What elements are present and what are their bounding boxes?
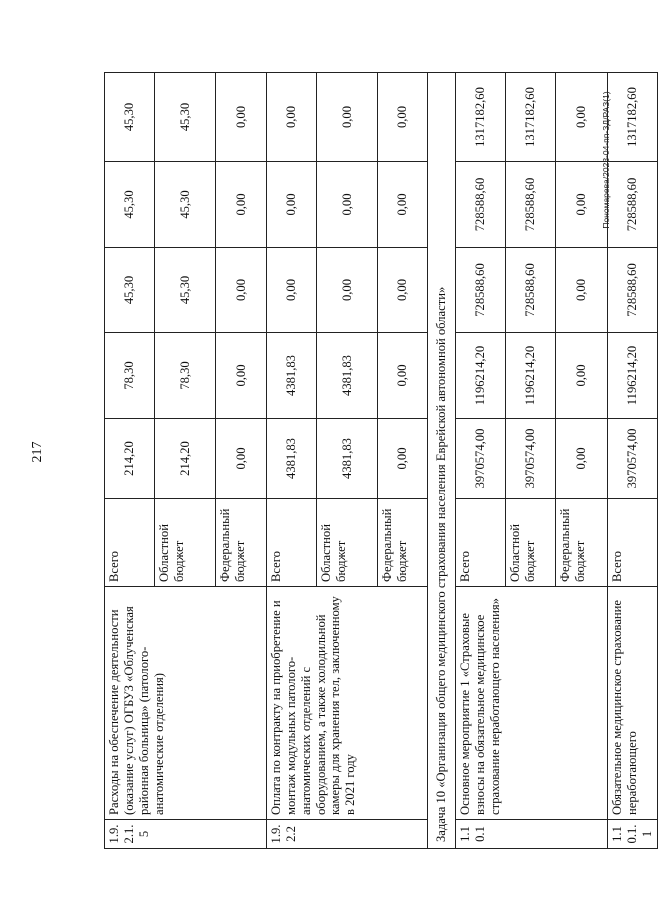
value-cell: 728588,60	[608, 248, 658, 333]
value-cell: 78,30	[155, 333, 216, 419]
value-cell: 728588,60	[608, 162, 658, 248]
value-cell: 45,30	[155, 162, 216, 248]
value-cell: 0,00	[216, 419, 267, 499]
category-cell: Областной бюджет	[506, 499, 556, 587]
value-cell: 728588,60	[456, 162, 506, 248]
value-cell: 0,00	[556, 73, 608, 162]
category-cell: Всего	[105, 499, 155, 587]
value-cell: 0,00	[216, 73, 267, 162]
value-cell: 3970574,00	[456, 419, 506, 499]
table-row	[428, 73, 456, 849]
value-cell: 1196214,20	[608, 333, 658, 419]
value-cell: 0,00	[378, 419, 428, 499]
value-cell: 45,30	[155, 248, 216, 333]
value-cell: 214,20	[105, 419, 155, 499]
value-cell: 1317182,60	[608, 73, 658, 162]
value-cell: 45,30	[105, 73, 155, 162]
value-cell: 0,00	[267, 73, 317, 162]
row-code: 1.9.2.1.5	[105, 820, 267, 849]
budget-table	[104, 72, 658, 849]
table-row	[105, 73, 155, 849]
value-cell: 4381,83	[317, 333, 378, 419]
category-cell: Областной бюджет	[155, 499, 216, 587]
value-cell: 0,00	[267, 162, 317, 248]
value-cell: 728588,60	[506, 162, 556, 248]
category-cell: Федеральный бюджет	[378, 499, 428, 587]
row-name: Основное мероприятие 1 «Страховые взносы на обязательное медицинское страхование неработающего населения»	[456, 587, 608, 820]
value-cell: 0,00	[216, 248, 267, 333]
value-cell: 0,00	[378, 73, 428, 162]
value-cell: 4381,83	[267, 333, 317, 419]
value-cell: 3970574,00	[608, 419, 658, 499]
value-cell: 78,30	[105, 333, 155, 419]
value-cell: 0,00	[556, 333, 608, 419]
category-cell: Всего	[608, 499, 658, 587]
value-cell: 0,00	[317, 248, 378, 333]
page-number: 217	[30, 441, 45, 463]
value-cell: 214,20	[155, 419, 216, 499]
table-row	[608, 73, 658, 849]
category-cell: Федеральный бюджет	[556, 499, 608, 587]
value-cell: 45,30	[105, 248, 155, 333]
value-cell: 1317182,60	[456, 73, 506, 162]
value-cell: 1196214,20	[456, 333, 506, 419]
value-cell: 0,00	[378, 333, 428, 419]
table-row	[456, 73, 506, 849]
task-heading: Задача 10 «Организация общего медицинского страхования населения Еврейской автономной области»	[428, 73, 456, 849]
value-cell: 45,30	[155, 73, 216, 162]
value-cell: 45,30	[105, 162, 155, 248]
value-cell: 0,00	[317, 73, 378, 162]
value-cell: 1196214,20	[506, 333, 556, 419]
value-cell: 0,00	[267, 248, 317, 333]
row-name: Обязательное медицинское страхование неработающего	[608, 587, 658, 820]
value-cell: 728588,60	[456, 248, 506, 333]
value-cell: 0,00	[556, 162, 608, 248]
document-side-code: Пономарева/2023-04-пп-ЗД/РАЗ(1)	[601, 91, 611, 229]
value-cell: 0,00	[556, 248, 608, 333]
row-name: Оплата по контракту на приобретение и монтаж модульных патолого-анатомических отделений с оборудованием, а также холодильной камеры для хранения тел, заключенному в 2021 году	[267, 587, 428, 820]
category-cell: Всего	[267, 499, 317, 587]
value-cell: 0,00	[378, 248, 428, 333]
category-cell: Всего	[456, 499, 506, 587]
category-cell: Федеральный бюджет	[216, 499, 267, 587]
value-cell: 0,00	[216, 162, 267, 248]
value-cell: 1317182,60	[506, 73, 556, 162]
row-code: 1.10.1.1	[608, 820, 658, 849]
value-cell: 4381,83	[317, 419, 378, 499]
row-name: Расходы на обеспечение деятельности (оказание услуг) ОГБУЗ «Облученская районная больница» (патолого-анатомические отделения)	[105, 587, 267, 820]
value-cell: 0,00	[556, 419, 608, 499]
value-cell: 0,00	[317, 162, 378, 248]
value-cell: 0,00	[378, 162, 428, 248]
category-cell: Областной бюджет	[317, 499, 378, 587]
value-cell: 4381,83	[267, 419, 317, 499]
table-row	[267, 73, 317, 849]
value-cell: 728588,60	[506, 248, 556, 333]
row-code: 1.9.2.2	[267, 820, 428, 849]
row-code: 1.10.1	[456, 820, 608, 849]
value-cell: 3970574,00	[506, 419, 556, 499]
value-cell: 0,00	[216, 333, 267, 419]
